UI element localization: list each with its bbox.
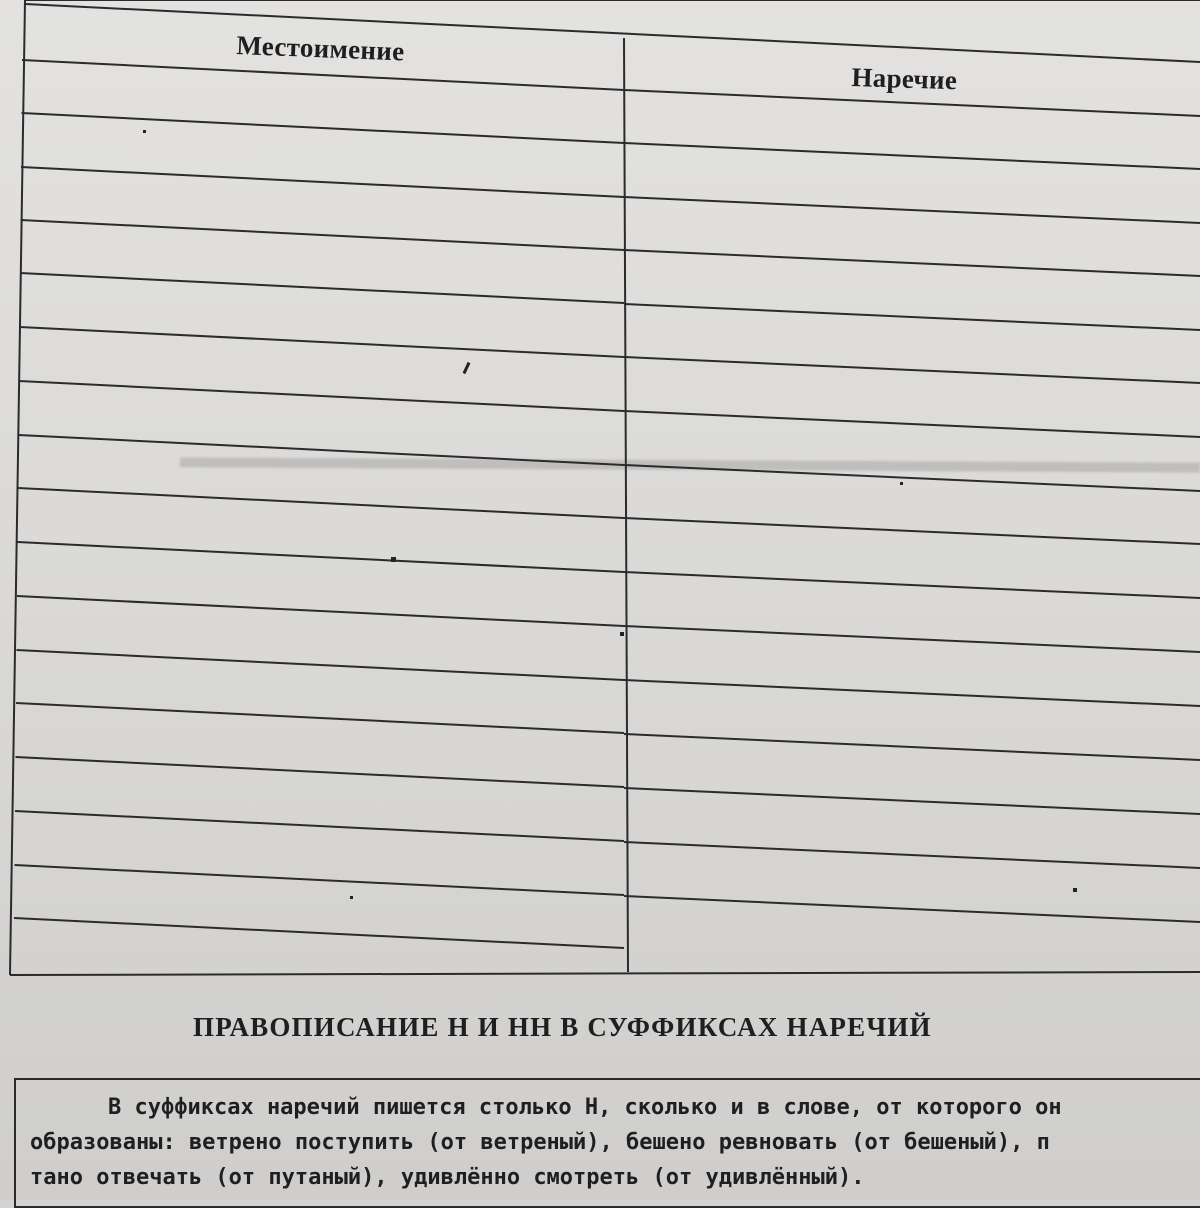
ink-speck <box>350 896 353 899</box>
header-frame-line <box>25 4 1200 62</box>
column-header-adverb: Наречие <box>851 62 958 96</box>
table-row-line-left <box>18 488 624 518</box>
column-header-pronoun: Местоимение <box>235 30 406 67</box>
table-row-line-left <box>18 542 625 572</box>
table-row-line-right <box>624 734 1200 760</box>
table-row-line-right <box>624 304 1200 330</box>
table-row-line-left <box>20 327 625 357</box>
table-row-line-right <box>624 357 1200 383</box>
table-row-line-left <box>19 435 625 465</box>
section-title: ПРАВОПИСАНИЕ Н И НН В СУФФИКСАХ НАРЕЧИЙ <box>193 1012 932 1042</box>
table-row-line-left <box>15 865 625 895</box>
table-row-line-left <box>16 757 625 787</box>
rule-line-1: В суффиксах наречий пишется столько Н, сколько и в слове, от которого он <box>108 1095 1062 1120</box>
ink-speck <box>391 557 396 562</box>
table-row-line-right <box>624 197 1200 223</box>
ink-speck <box>1073 888 1077 892</box>
table-row-line-left <box>22 113 625 143</box>
table-row-line-right <box>624 572 1200 598</box>
table-row-line-left <box>17 596 624 626</box>
table-row-line-right <box>624 250 1200 276</box>
table-row-line-left <box>15 811 624 841</box>
ink-speck <box>620 632 624 636</box>
ink-speck <box>900 482 903 485</box>
table-bottom-border <box>10 972 1200 975</box>
table-row-line-left <box>14 918 624 948</box>
rule-line-3: тано отвечать (от путаный), удивлённо смотреть (от удивлённый). <box>30 1165 865 1190</box>
table-row-line-left <box>17 650 625 680</box>
table-row-line-left <box>21 167 624 197</box>
table-row-line-left <box>21 220 625 250</box>
rule-line-2: образованы: ветрено поступить (от ветреный), бешено ревновать (от бешеный), п <box>30 1130 1050 1155</box>
table-row-line-right <box>624 842 1200 868</box>
table-row-line-left <box>16 703 624 733</box>
table-row-line-right <box>624 411 1200 437</box>
column-divider <box>624 38 628 972</box>
table-row-line-left <box>20 273 624 303</box>
table-row-line-right <box>624 465 1200 491</box>
table-row-line-right <box>624 143 1200 169</box>
table-row-line-right <box>624 788 1200 814</box>
ink-speck <box>143 130 146 133</box>
table-row-line-right <box>624 680 1200 706</box>
table-row-line-left <box>19 381 624 411</box>
table-row-line-right <box>624 518 1200 544</box>
rule-text <box>30 1090 1200 1195</box>
table-row-line-right <box>624 896 1200 922</box>
table-row-line-right <box>624 626 1200 652</box>
table-row-line-left <box>22 60 624 90</box>
